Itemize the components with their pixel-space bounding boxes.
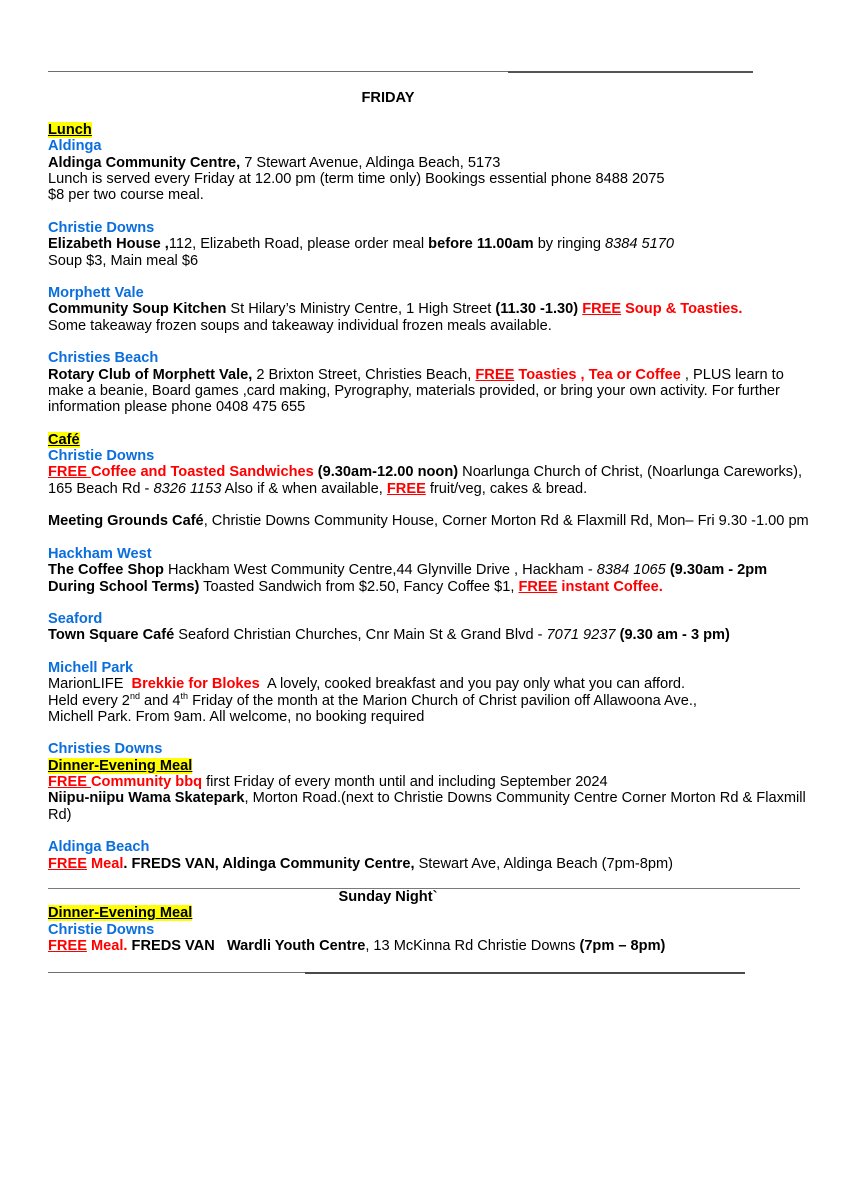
- suburb-heading-christie-downs: [48, 220, 838, 236]
- free-emphasis: FREE: [48, 855, 87, 872]
- blank-line: [48, 497, 838, 513]
- phone-number: 7071 9237: [546, 627, 616, 644]
- text-run: , PLUS learn to: [684, 366, 784, 383]
- text-line: [48, 171, 838, 187]
- suburb-heading-christies-downs: [48, 741, 838, 757]
- text-line: [48, 774, 838, 790]
- text-run: first Friday of every month until and including September 2024: [202, 774, 608, 791]
- red-emphasis: instant Coffee.: [557, 578, 663, 595]
- suburb-heading: Christie Downs: [48, 448, 155, 465]
- free-emphasis: FREE: [582, 301, 622, 318]
- suburb-heading: Morphett Vale: [48, 285, 144, 302]
- day-title-sunday: Sunday Night`: [338, 889, 438, 906]
- red-emphasis: Coffee and Toasted Sandwiches: [90, 464, 318, 481]
- text-line: [48, 676, 838, 692]
- suburb-heading-seaford: [48, 611, 838, 627]
- suburb-heading: Christie Downs: [48, 921, 155, 938]
- highlighted-label: Lunch: [48, 122, 92, 139]
- suburb-heading: Christies Beach: [48, 350, 159, 367]
- text-line: [48, 367, 838, 383]
- blank-line: [48, 204, 838, 220]
- text-line: [48, 579, 838, 595]
- blank-line: [48, 106, 838, 122]
- red-emphasis: Community bbq: [90, 774, 203, 791]
- text-run: , 13 McKinna Rd Christie Downs: [365, 938, 580, 955]
- text-run: $8 per two course meal.: [48, 187, 204, 204]
- text-line: [48, 155, 838, 171]
- venue-name: FREDS VAN, Aldinga Community Centre,: [131, 855, 415, 872]
- time-emphasis: (7pm – 8pm): [579, 938, 666, 955]
- text-line: [48, 383, 838, 399]
- text-line: [48, 807, 838, 823]
- free-emphasis: FREE: [518, 578, 558, 595]
- blank-line: [48, 269, 838, 285]
- text-run: Lunch is served every Friday at 12.00 pm (term time only) Bookings essential phone 8488 2075: [48, 171, 665, 188]
- time-emphasis: (9.30 am - 3 pm): [615, 627, 730, 644]
- text-run: Rd): [48, 806, 72, 823]
- text-run: Stewart Ave, Aldinga Beach (7pm-8pm): [414, 855, 674, 872]
- text-line: [48, 481, 838, 497]
- free-emphasis: FREE: [48, 464, 91, 481]
- suburb-heading-christie-downs-cafe: [48, 448, 838, 464]
- text-run: Some takeaway frozen soups and takeaway individual frozen meals available.: [48, 317, 552, 334]
- venue-name: Elizabeth House ,: [48, 236, 169, 253]
- divider-segment: [48, 972, 305, 973]
- time-emphasis: before 11.00am: [428, 236, 534, 253]
- venue-name: Niipu-niipu Wama Skatepark: [48, 790, 245, 807]
- text-run: 165 Beach Rd -: [48, 480, 154, 497]
- meal-type-label-dinner-sunday: [48, 905, 838, 921]
- free-emphasis: FREE: [386, 480, 426, 497]
- suburb-heading: Christie Downs: [48, 219, 155, 236]
- red-emphasis: Meal: [86, 855, 124, 872]
- red-emphasis: Toasties , Tea or Coffee: [514, 366, 685, 383]
- red-emphasis: Soup & Toasties.: [621, 301, 743, 318]
- time-emphasis: During School Terms): [48, 578, 200, 595]
- text-run: 2 Brixton Street, Christies Beach,: [252, 366, 476, 383]
- phone-number: 8326 1153: [153, 480, 222, 497]
- venue-name: Rotary Club of Morphett Vale,: [48, 366, 253, 383]
- blank-line: [48, 416, 838, 432]
- meal-type-label-dinner: [48, 758, 838, 774]
- text-line: [48, 187, 838, 203]
- divider-line-bottom: [48, 972, 838, 975]
- text-run: by ringing: [533, 236, 606, 253]
- suburb-heading: Michell Park: [48, 659, 134, 676]
- meal-type-label-cafe: [48, 432, 838, 448]
- text-line: [48, 709, 838, 725]
- text-run: .: [123, 855, 132, 872]
- text-run: Also if & when available,: [221, 480, 387, 497]
- suburb-heading-christie-downs-sunday: [48, 922, 838, 938]
- suburb-heading-aldinga-beach: [48, 839, 838, 855]
- suburb-heading-morphett-vale: [48, 285, 838, 301]
- venue-name: Meeting Grounds Café: [48, 513, 204, 530]
- text-run: Friday of the month at the Marion Church of Christ pavilion off Allawoona Ave.,: [188, 692, 697, 709]
- time-emphasis: (9.30am - 2pm: [665, 562, 768, 579]
- suburb-heading-aldinga: [48, 138, 838, 154]
- suburb-heading: Aldinga: [48, 138, 102, 155]
- text-line: [48, 513, 838, 529]
- document-content: [0, 71, 848, 975]
- text-run: Toasted Sandwich from $2.50, Fancy Coffee $1,: [199, 578, 519, 595]
- divider-segment: [305, 972, 745, 974]
- blank-line: [48, 954, 838, 970]
- text-line: [48, 856, 838, 872]
- ordinal-superscript: th: [180, 690, 189, 701]
- suburb-heading: Hackham West: [48, 545, 152, 562]
- text-line: [48, 690, 838, 709]
- divider-segment: [508, 71, 753, 73]
- text-line: [48, 318, 838, 334]
- text-run: make a beanie, Board games ,card making, Pyrography, materials provided, or bring your own activity. For further: [48, 382, 780, 399]
- text-run: Soup $3, Main meal $6: [48, 252, 199, 269]
- suburb-heading-michell-park: [48, 660, 838, 676]
- free-emphasis: FREE: [475, 366, 515, 383]
- text-line: [48, 236, 838, 252]
- text-run: A lovely, cooked breakfast and you pay only what you can afford.: [259, 676, 686, 693]
- text-line: [48, 562, 838, 578]
- text-run: St Hilary’s Ministry Centre, 1 High Street: [226, 301, 496, 318]
- text-run: , Morton Road.(next to Christie Downs Community Centre Corner Morton Rd & Flaxmill: [244, 790, 806, 807]
- blank-line: [48, 73, 838, 89]
- text-run: 112, Elizabeth Road, please order meal: [168, 236, 429, 253]
- text-run: , Christie Downs Community House, Corner Morton Rd & Flaxmill Rd, Mon– Fri 9.30 -1.00 pm: [203, 513, 809, 530]
- divider-segment: [48, 71, 508, 72]
- text-line: [48, 464, 838, 480]
- free-emphasis: FREE: [48, 938, 87, 955]
- text-run: Held every 2: [48, 692, 130, 709]
- suburb-heading-christies-beach: [48, 350, 838, 366]
- text-line: [48, 301, 838, 317]
- highlighted-label: Café: [48, 431, 80, 448]
- suburb-heading: Christies Downs: [48, 741, 163, 758]
- phone-number: 8384 5170: [605, 236, 675, 253]
- blank-line: [48, 595, 838, 611]
- text-line: [48, 938, 838, 954]
- text-run: Seaford Christian Churches, Cnr Main St & Grand Blvd -: [174, 627, 547, 644]
- text-line: [48, 399, 838, 415]
- text-run: Hackham West Community Centre,44 Glynville Drive , Hackham -: [163, 562, 597, 579]
- suburb-heading: Seaford: [48, 611, 103, 628]
- text-run: fruit/veg, cakes & bread.: [425, 480, 588, 497]
- text-run: Noarlunga Church of Christ, (Noarlunga Careworks),: [458, 464, 802, 481]
- venue-name: Community Soup Kitchen: [48, 301, 227, 318]
- suburb-heading-hackham-west: [48, 546, 838, 562]
- text-line: [48, 790, 838, 806]
- blank-line: [48, 725, 838, 741]
- suburb-heading: Aldinga Beach: [48, 839, 150, 856]
- ordinal-superscript: nd: [129, 690, 140, 701]
- text-run: MarionLIFE: [48, 676, 132, 693]
- red-emphasis: Meal.: [86, 938, 128, 955]
- blank-line: [48, 823, 838, 839]
- phone-number: 8384 1065: [596, 562, 666, 579]
- text-line: [48, 627, 838, 643]
- red-emphasis: Brekkie for Blokes: [131, 676, 260, 693]
- time-emphasis: (11.30 -1.30): [495, 301, 583, 318]
- blank-line: [48, 644, 838, 660]
- text-run: information please phone 0408 475 655: [48, 399, 306, 416]
- venue-name: Aldinga Community Centre,: [48, 154, 241, 171]
- free-emphasis: FREE: [48, 774, 91, 791]
- venue-name: The Coffee Shop: [48, 562, 164, 579]
- venue-name: FREDS VAN Wardli Youth Centre: [127, 938, 366, 955]
- text-line: [48, 253, 838, 269]
- meal-type-label-lunch: [48, 122, 838, 138]
- text-run: and 4: [139, 692, 181, 709]
- time-emphasis: (9.30am-12.00 noon): [317, 464, 459, 481]
- blank-line: [48, 530, 838, 546]
- blank-line: [48, 872, 838, 888]
- blank-line: [48, 334, 838, 350]
- day-title-friday: FRIDAY: [361, 89, 415, 106]
- text-run: Michell Park. From 9am. All welcome, no booking required: [48, 708, 425, 725]
- highlighted-label: Dinner-Evening Meal: [48, 757, 193, 774]
- text-run: 7 Stewart Avenue, Aldinga Beach, 5173: [240, 154, 501, 171]
- highlighted-label: Dinner-Evening Meal: [48, 905, 193, 922]
- venue-name: Town Square Café: [48, 627, 175, 644]
